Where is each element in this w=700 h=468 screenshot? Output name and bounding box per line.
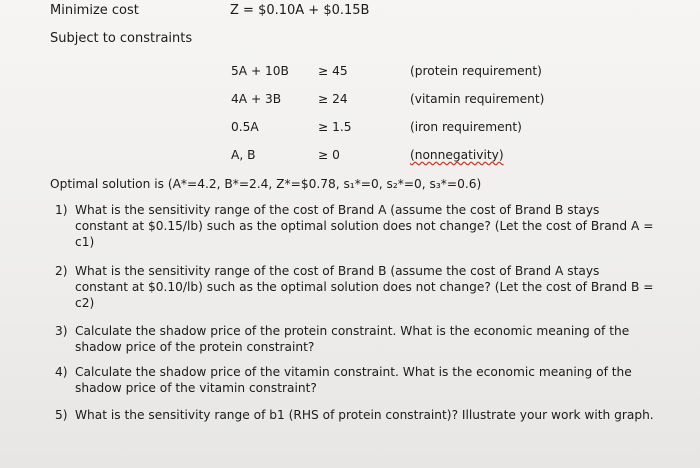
question-1-number: 1)	[55, 203, 68, 217]
question-4-text: Calculate the shadow price of the vitamin constraint. What is the economic meaning of the shadow price of the vitamin constraint?	[75, 365, 632, 395]
constraints-heading: Subject to constraints	[50, 31, 193, 46]
question-1	[55, 202, 655, 250]
question-3	[55, 323, 655, 355]
constraint-4-note: (nonnegativity)	[410, 148, 504, 162]
question-4	[55, 364, 655, 396]
question-2	[55, 263, 655, 311]
question-5-text: What is the sensitivity range of b1 (RHS of protein constraint)? Illustrate your work with graph.	[75, 408, 654, 422]
constraint-3-note: (iron requirement)	[410, 120, 522, 134]
constraint-3-rel: ≥ 1.5	[318, 120, 352, 134]
constraint-1-lhs: 5A + 10B	[231, 64, 289, 78]
constraint-1-rel: ≥ 45	[318, 64, 348, 78]
objective-label: Minimize cost	[50, 3, 139, 18]
question-2-text: What is the sensitivity range of the cost of Brand B (assume the cost of Brand A stays constant at $0.10/lb) such as the optimal solution does not change? (Let the cost of Brand B = c2)	[75, 264, 654, 310]
objective-function: Z = $0.10A + $0.15B	[230, 3, 370, 18]
optimal-solution: Optimal solution is (A*=4.2, B*=2.4, Z*=$0.78, s₁*=0, s₂*=0, s₃*=0.6)	[50, 177, 482, 191]
constraint-2-rel: ≥ 24	[318, 92, 348, 106]
constraint-4-rel: ≥ 0	[318, 148, 340, 162]
question-1-text: What is the sensitivity range of the cost of Brand A (assume the cost of Brand B stays constant at $0.15/lb) such as the optimal solution does not change? (Let the cost of Brand A = c1)	[75, 203, 654, 249]
question-5	[55, 407, 655, 423]
constraint-4-lhs: A, B	[231, 148, 256, 162]
constraint-1-note: (protein requirement)	[410, 64, 542, 78]
constraint-2-lhs: 4A + 3B	[231, 92, 282, 106]
question-4-number: 4)	[55, 365, 68, 379]
question-2-number: 2)	[55, 264, 68, 278]
question-5-number: 5)	[55, 408, 68, 422]
constraint-3-lhs: 0.5A	[231, 120, 259, 134]
constraint-2-note: (vitamin requirement)	[410, 92, 545, 106]
question-3-number: 3)	[55, 324, 68, 338]
question-3-text: Calculate the shadow price of the protein constraint. What is the economic meaning of the shadow price of the protein constraint?	[75, 324, 630, 354]
